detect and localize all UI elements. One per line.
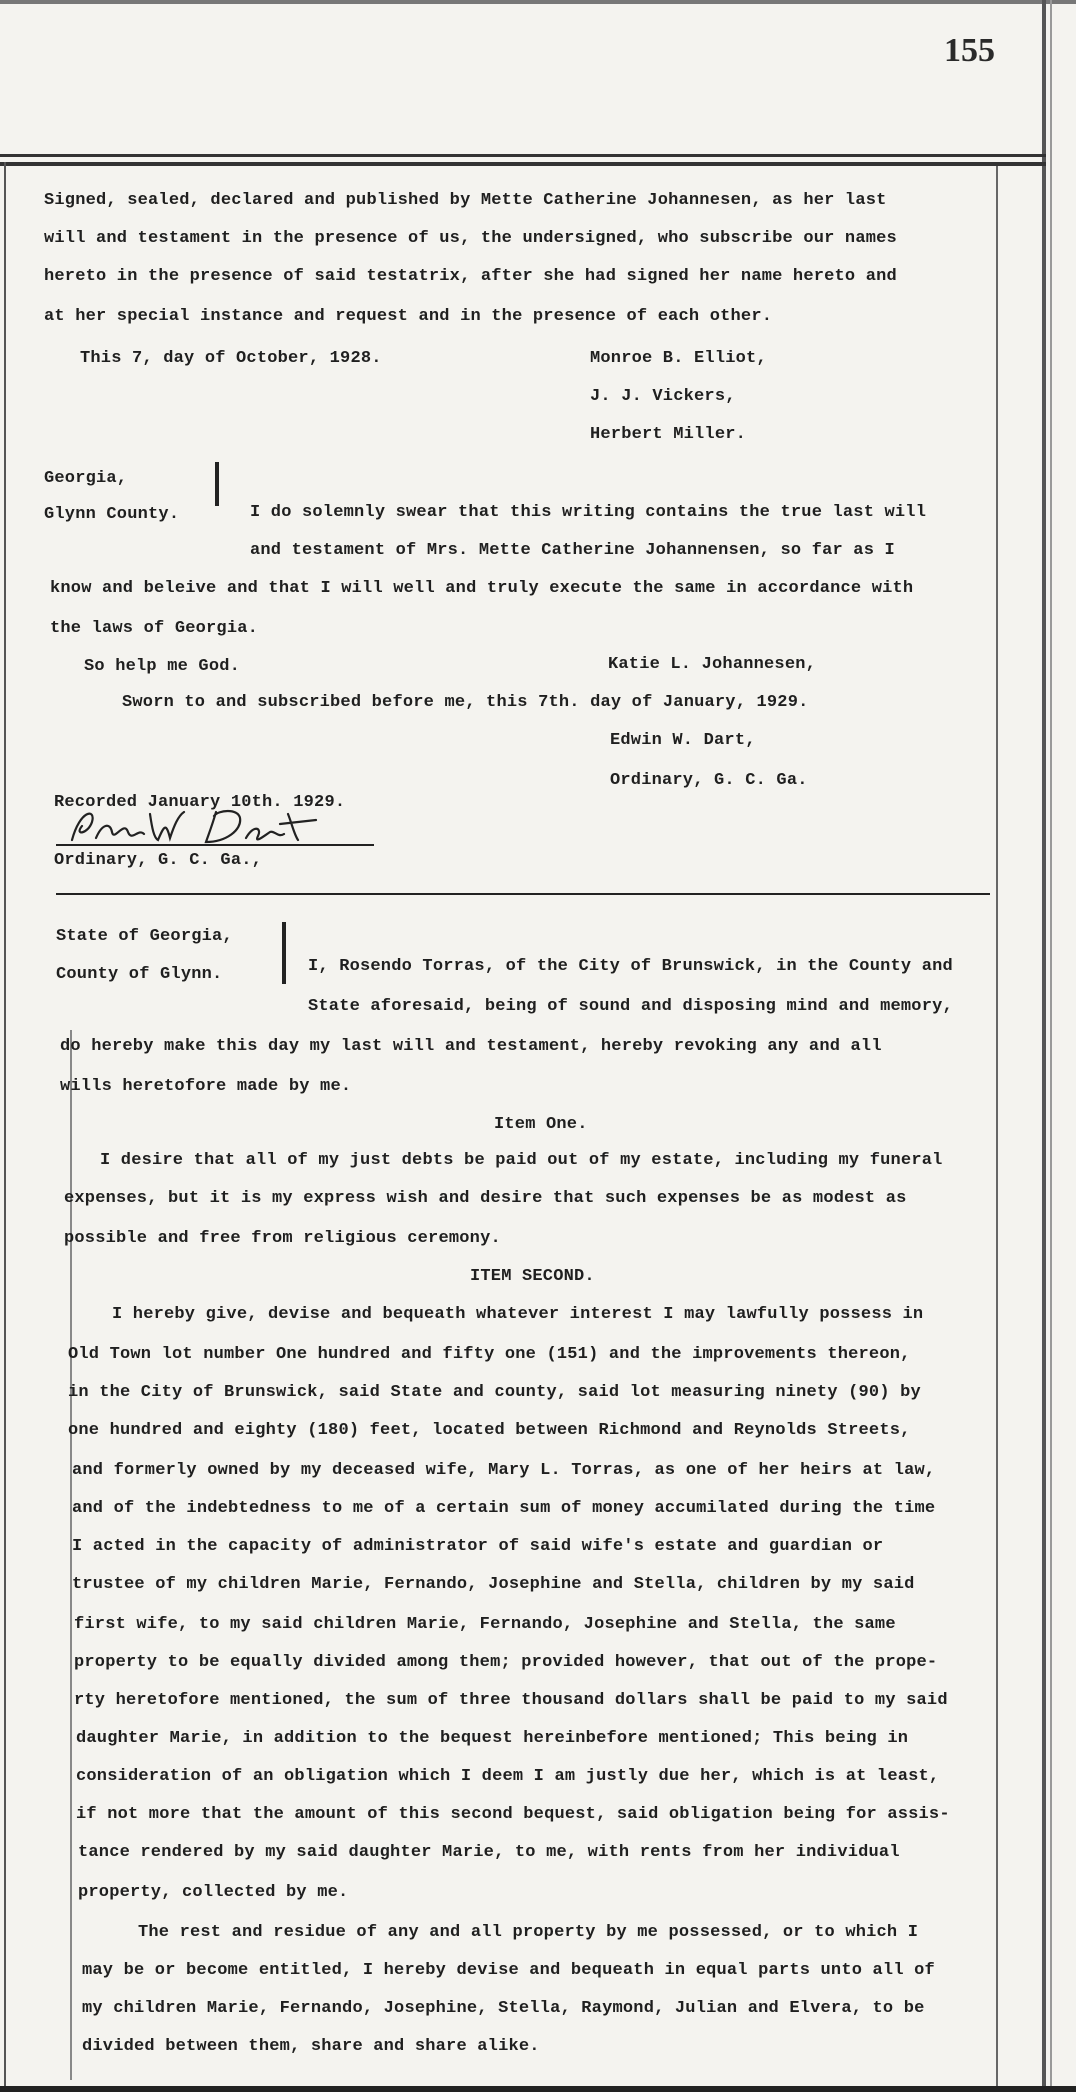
handwritten-signature bbox=[66, 802, 336, 855]
page-edge-right-inner bbox=[1050, 0, 1052, 2092]
frame-right-line bbox=[996, 166, 998, 2086]
item-second-line-1: I hereby give, devise and bequeath whatever interest I may lawfully possess in bbox=[112, 1305, 924, 1324]
attestation-line-4: at her special instance and request and in the presence of each other. bbox=[44, 307, 773, 326]
venue-county-2: County of Glynn. bbox=[56, 965, 223, 984]
ordinary-name: Edwin W. Dart, bbox=[610, 731, 756, 750]
ordinary-title: Ordinary, G. C. Ga. bbox=[610, 771, 808, 790]
item-second-line-12: daughter Marie, in addition to the bequest hereinbefore mentioned; This being in bbox=[76, 1729, 909, 1748]
intro-line-1: I, Rosendo Torras, of the City of Brunswick, in the County and bbox=[308, 957, 953, 976]
header-rule-double bbox=[0, 162, 1046, 166]
witness-1: Monroe B. Elliot, bbox=[590, 349, 767, 368]
item-one-line-2: expenses, but it is my express wish and desire that such expenses be as modest as bbox=[64, 1189, 907, 1208]
venue-brace bbox=[215, 462, 219, 506]
sworn-text: Sworn to and subscribed before me, this 7th. day of January, 1929. bbox=[122, 693, 809, 712]
section-divider bbox=[56, 893, 990, 895]
item-one-heading: Item One. bbox=[494, 1115, 588, 1134]
attestation-date: This 7, day of October, 1928. bbox=[80, 349, 382, 368]
item-second-line-11: rty heretofore mentioned, the sum of three thousand dollars shall be paid to my said bbox=[74, 1691, 948, 1710]
item-one-line-1: I desire that all of my just debts be paid out of my estate, including my funeral bbox=[100, 1151, 943, 1170]
witness-3: Herbert Miller. bbox=[590, 425, 747, 444]
item-second-line-16: property, collected by me. bbox=[78, 1883, 349, 1902]
residue-line-4: divided between them, share and share alike. bbox=[82, 2037, 540, 2056]
page-edge-right bbox=[1042, 0, 1046, 2092]
signature-line bbox=[56, 844, 374, 846]
intro-line-4: wills heretofore made by me. bbox=[60, 1077, 352, 1096]
oath-line-4: the laws of Georgia. bbox=[50, 619, 259, 638]
item-second-line-8: trustee of my children Marie, Fernando, Josephine and Stella, children by my said bbox=[72, 1575, 915, 1594]
attestation-line-2: will and testament in the presence of us, the undersigned, who subscribe our names bbox=[44, 229, 897, 248]
oath-line-1: I do solemnly swear that this writing contains the true last will bbox=[250, 503, 927, 522]
item-second-heading: ITEM SECOND. bbox=[470, 1267, 595, 1286]
item-second-line-10: property to be equally divided among them; provided however, that out of the prope- bbox=[74, 1653, 938, 1672]
intro-line-2: State aforesaid, being of sound and disposing mind and memory, bbox=[308, 997, 953, 1016]
item-second-line-6: and of the indebtedness to me of a certain sum of money accumilated during the time bbox=[72, 1499, 936, 1518]
so-help-text: So help me God. bbox=[84, 657, 241, 676]
venue-county: Glynn County. bbox=[44, 505, 180, 524]
item-second-line-14: if not more that the amount of this second bequest, said obligation being for assis- bbox=[76, 1805, 950, 1824]
venue-brace-2 bbox=[282, 922, 286, 984]
item-second-line-7: I acted in the capacity of administrator of said wife's estate and guardian or bbox=[72, 1537, 884, 1556]
item-second-line-2: Old Town lot number One hundred and fifty one (151) and the improvements thereon, bbox=[68, 1345, 911, 1364]
executor-name: Katie L. Johannesen, bbox=[608, 655, 817, 674]
witness-2: J. J. Vickers, bbox=[590, 387, 736, 406]
frame-left-line bbox=[4, 162, 6, 2086]
page-edge-bottom bbox=[0, 2086, 1076, 2092]
residue-line-2: may be or become entitled, I hereby devise and bequeath in equal parts unto all of bbox=[82, 1961, 935, 1980]
attestation-line-3: hereto in the presence of said testatrix, after she had signed her name hereto and bbox=[44, 267, 897, 286]
oath-line-3: know and beleive and that I will well and truly execute the same in accordance with bbox=[50, 579, 914, 598]
item-second-line-15: tance rendered by my said daughter Marie, to me, with rents from her individual bbox=[78, 1843, 900, 1862]
page-edge-top bbox=[0, 0, 1076, 4]
residue-line-1: The rest and residue of any and all property by me possessed, or to which I bbox=[138, 1923, 919, 1942]
item-second-line-13: consideration of an obligation which I deem I am justly due her, which is at least, bbox=[76, 1767, 940, 1786]
recorded-date: Recorded January 10th. 1929. bbox=[54, 793, 346, 812]
header-rule bbox=[0, 154, 1046, 157]
page-number: 155 bbox=[944, 32, 995, 69]
item-second-line-5: and formerly owned by my deceased wife, Mary L. Torras, as one of her heirs at law, bbox=[72, 1461, 936, 1480]
item-second-line-9: first wife, to my said children Marie, Fernando, Josephine and Stella, the same bbox=[74, 1615, 896, 1634]
venue-state-2: State of Georgia, bbox=[56, 927, 233, 946]
item-second-line-4: one hundred and eighty (180) feet, located between Richmond and Reynolds Streets, bbox=[68, 1421, 911, 1440]
oath-line-2: and testament of Mrs. Mette Catherine Johannensen, so far as I bbox=[250, 541, 895, 560]
recorded-title: Ordinary, G. C. Ga., bbox=[54, 851, 263, 870]
residue-line-3: my children Marie, Fernando, Josephine, Stella, Raymond, Julian and Elvera, to be bbox=[82, 1999, 925, 2018]
venue-state: Georgia, bbox=[44, 469, 128, 488]
intro-line-3: do hereby make this day my last will and testament, hereby revoking any and all bbox=[60, 1037, 882, 1056]
item-second-line-3: in the City of Brunswick, said State and county, said lot measuring ninety (90) by bbox=[68, 1383, 921, 1402]
item-one-line-3: possible and free from religious ceremony. bbox=[64, 1229, 501, 1248]
attestation-line-1: Signed, sealed, declared and published by Mette Catherine Johannesen, as her last bbox=[44, 191, 887, 210]
